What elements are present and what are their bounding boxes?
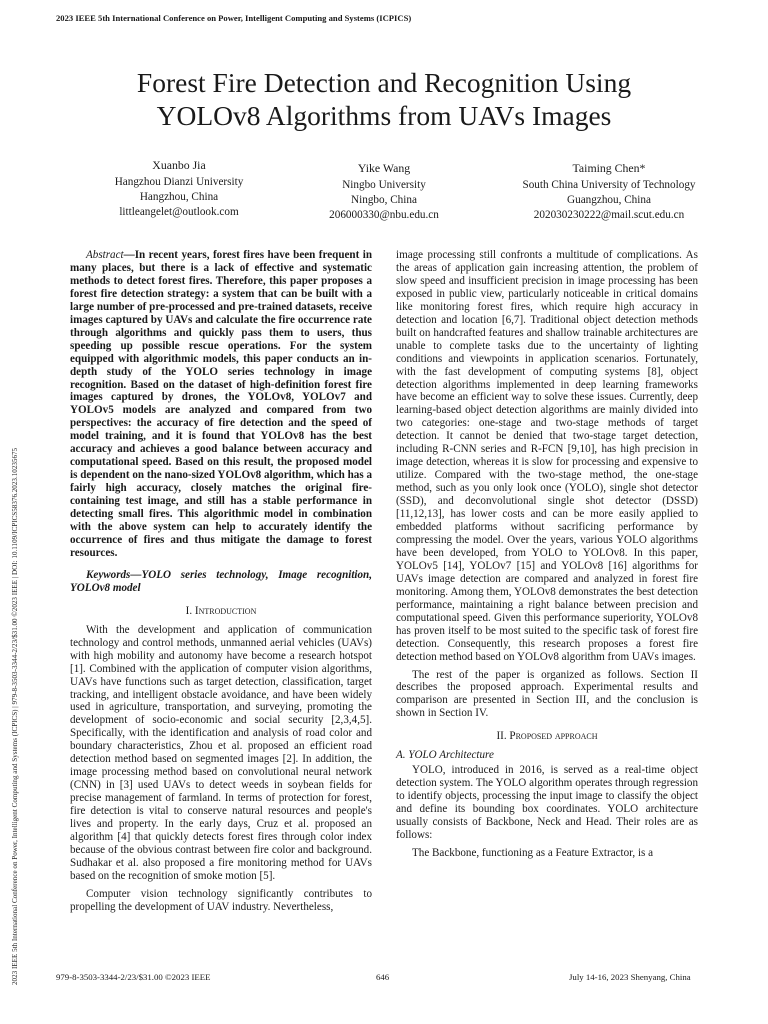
section-heading-proposed-approach: II. Proposed approach <box>496 730 598 743</box>
author-email[interactable]: 202030230222@mail.scut.edu.cn <box>533 209 685 221</box>
author-name: Xuanbo Jia <box>152 158 206 172</box>
author-location: Guangzhou, China <box>567 194 651 206</box>
author-email[interactable]: littleangelet@outlook.com <box>119 206 239 218</box>
author-block-3 <box>494 161 724 223</box>
paragraph: The rest of the paper is organized as follows. Section II describes the proposed approach. Experimental results and comparison are presented in Section III, and the conclusion is shown in Section IV. <box>396 668 698 720</box>
title-line-2: YOLOv8 Algorithms from UAVs Images <box>156 100 612 131</box>
abstract-text: In recent years, forest fires have been frequent in many places, but there is a lack of effective and systematic methods to detect forest fires. Therefore, this paper proposes a forest fire detection strategy: a system that can be built with a large number of pre-processed and pre-trained datasets, receive images captured by UAVs and calculate the fire occurrence rate through algorithms and quickly pass them to users, thus speeding up possible rescue operations. For the system equipped with algorithmic models, this paper conducts an in-depth study of the YOLO series technology in image recognition. Based on the dataset of high-definition forest fire images captured by drones, the YOLOv8, YOLOv7 and YOLOv5 models are analyzed and compared from two perspectives: the accuracy of fire detection and the speed of model training, and it is found that YOLOv8 has the best accuracy and achieves a good balance between accuracy and computational speed. Based on this result, the proposed model is dependent on the nano-sized YOLOv8 algorithm, which has a fairly high accuracy, closely matches the original fire-containing test image, and still has a stable performance in detecting small fires. This algorithmic model in combination with the above system can help to accurately identify the occurrence of fires and thus mitigate the damage to forest resources. <box>70 249 372 559</box>
author-block-1 <box>84 158 274 220</box>
author-affiliation: Ningbo University <box>342 179 426 191</box>
paragraph: Computer vision technology significantly contributes to propelling the development of UAV industry. Nevertheless, <box>70 887 372 913</box>
author-email[interactable]: 206000330@nbu.edu.cn <box>329 209 439 221</box>
conference-header: 2023 IEEE 5th International Conference on Power, Intelligent Computing and Systems (ICPICS) <box>56 13 412 23</box>
paragraph: YOLO, introduced in 2016, is served as a real-time object detection system. The YOLO algorithm operates through regression to identify objects, processing the input image to classify the object and define its bounding box coordinates. YOLO architecture usually consists of Backbone, Neck and Head. Their roles are as follows: <box>396 764 698 841</box>
right-column <box>396 249 698 860</box>
author-location: Hangzhou, China <box>139 191 219 203</box>
sidebar-doi-text: 2023 IEEE 5th International Conference on Power, Intelligent Computing and Systems (ICPICS) | 979-8-3503-3344-2/23/$31.00 ©2023 IEEE | DOI: 10.1109/ICPICS58376.2023.10235675 <box>11 447 19 985</box>
paragraph: The Backbone, functioning as a Feature Extractor, is a <box>412 846 654 859</box>
paper-title <box>0 66 768 132</box>
author-name: Taiming Chen* <box>572 161 646 175</box>
footer-date-location: July 14-16, 2023 Shenyang, China <box>569 972 691 982</box>
paragraph: image processing still confronts a multitude of complications. As the areas of application gain increasing attention, the problem of slow speed and insufficient precision in image processing has been exposed in public view, particularly noticeable in critical domains like monitoring forest fires, which require high accuracy in detection and location [6,7]. Traditional object detection methods built on handcrafted features and shallow trainable architectures are unable to complete tasks due to the uncertainty of lighting conditions and viewpoints in application scenarios. Fortunately, with the fast development of computing systems [8], object detection algorithms implemented in deep learning frameworks have become an efficient way to solve these issues. Currently, deep learning-based object detection algorithms are mainly divided into two categories: one-stage and two-stage methods of target detection. It cannot be denied that two-stage target detection, including R-CNN series and R-FCN [9,10], has high precision in image detection, whereas it is slow for processing and expensive to utilize. Compared with the two-stage method, the one-stage method, such as you only look once (YOLO), single shot detector (SSD), and deconvolutional single shot detector (DSSD) [11,12,13], has lower costs and can be more easily applied to embedded platforms without sacrificing performance by compressing the model. Over the years, various YOLO algorithms have been developed, from YOLO to YOLOv8. In this paper, YOLOv5 [14], YOLOv7 [15] and YOLOv8 [16] algorithms for UAVs image detection are compared and analyzed in forest fire monitoring. Among them, YOLOv8 demonstrates the best detection performance, maintaining a right balance between precision and computational speed. Given this performance superiority, YOLOv8 has proven itself to be most suited to the specific task of forest fire detection. Consequently, this research proposes a forest fire detection method based on YOLOv8 algorithm from UAVs images. <box>396 249 698 663</box>
author-block-2 <box>294 161 474 223</box>
author-affiliation: Hangzhou Dianzi University <box>114 176 244 188</box>
left-column <box>70 249 372 914</box>
author-location: Ningbo, China <box>351 194 417 206</box>
footer-page-number: 646 <box>376 972 390 982</box>
author-affiliation: South China University of Technology <box>522 179 696 191</box>
abstract-label: Abstract <box>86 249 124 261</box>
footer-isbn: 979-8-3503-3344-2/23/$31.00 ©2023 IEEE <box>56 972 211 982</box>
author-name: Yike Wang <box>357 161 411 175</box>
abstract: Abstract—In recent years, forest fires have been frequent in many places, but there is a lack of effective and systematic methods to detect forest fires. Therefore, this paper proposes a forest fire detection strategy: a system that can be built with a large number of pre-processed and pre-trained datasets, receive images captured by UAVs and calculate the fire occurrence rate through algorithms and quickly pass them to users, thus speeding up possible rescue operations. For the system equipped with algorithmic models, this paper conducts an in-depth study of the YOLO series technology in image recognition. Based on the dataset of high-definition forest fire images captured by drones, the YOLOv8, YOLOv7 and YOLOv5 models are analyzed and compared from two perspectives: the accuracy of fire detection and the speed of model training, and it is found that YOLOv8 has the best accuracy and achieves a good balance between accuracy and computational speed. Based on this result, the proposed model is dependent on the nano-sized YOLOv8 algorithm, which has a fairly high accuracy, closely matches the original fire-containing test image, and still has a stable performance in detecting small fires. This algorithmic model in combination with the above system can help to accurately identify the occurrence of fires and thus mitigate the damage to forest resources. <box>70 249 372 559</box>
paragraph: With the development and application of communication technology and control methods, unmanned aerial vehicles (UAVs) with high mobility and autonomy have become a research hotspot [1]. Combined with the application of computer vision algorithms, UAVs have functions such as target detection, classification, target tracking, and intelligent obstacle avoidance, and have been widely used in agriculture, transportation, and surveying, promoting the development of socio-economic and social security [2,3,4,5]. Specifically, with the identification and analysis of road color and boundary characteristics, Zhou et al. proposed an efficient road detection method based on segmented images [2]. In addition, the image processing method based on convolutional neural network (CNN) in [3] used UAVs to detect weeds in soybean fields for precise management of farmland. In terms of protection for forest, fire detection is vital to conserve natural resources and people's lives and property. In the early days, Cruz et al. proposed an algorithm [4] that quickly detects forest fires through color index because of the obvious contrast between fire color and background. Sudhakar et al. also proposed a fire monitoring method for UAVs based on the recognition of smoke motion [5]. <box>70 623 372 882</box>
keywords: Keywords—YOLO series technology, Image recognition, YOLOv8 model <box>70 568 372 594</box>
section-heading-introduction: I. Introduction <box>185 604 257 617</box>
subsection-heading-yolo-architecture: A. YOLO Architecture <box>396 749 494 762</box>
title-line-1: Forest Fire Detection and Recognition Using <box>136 67 632 98</box>
